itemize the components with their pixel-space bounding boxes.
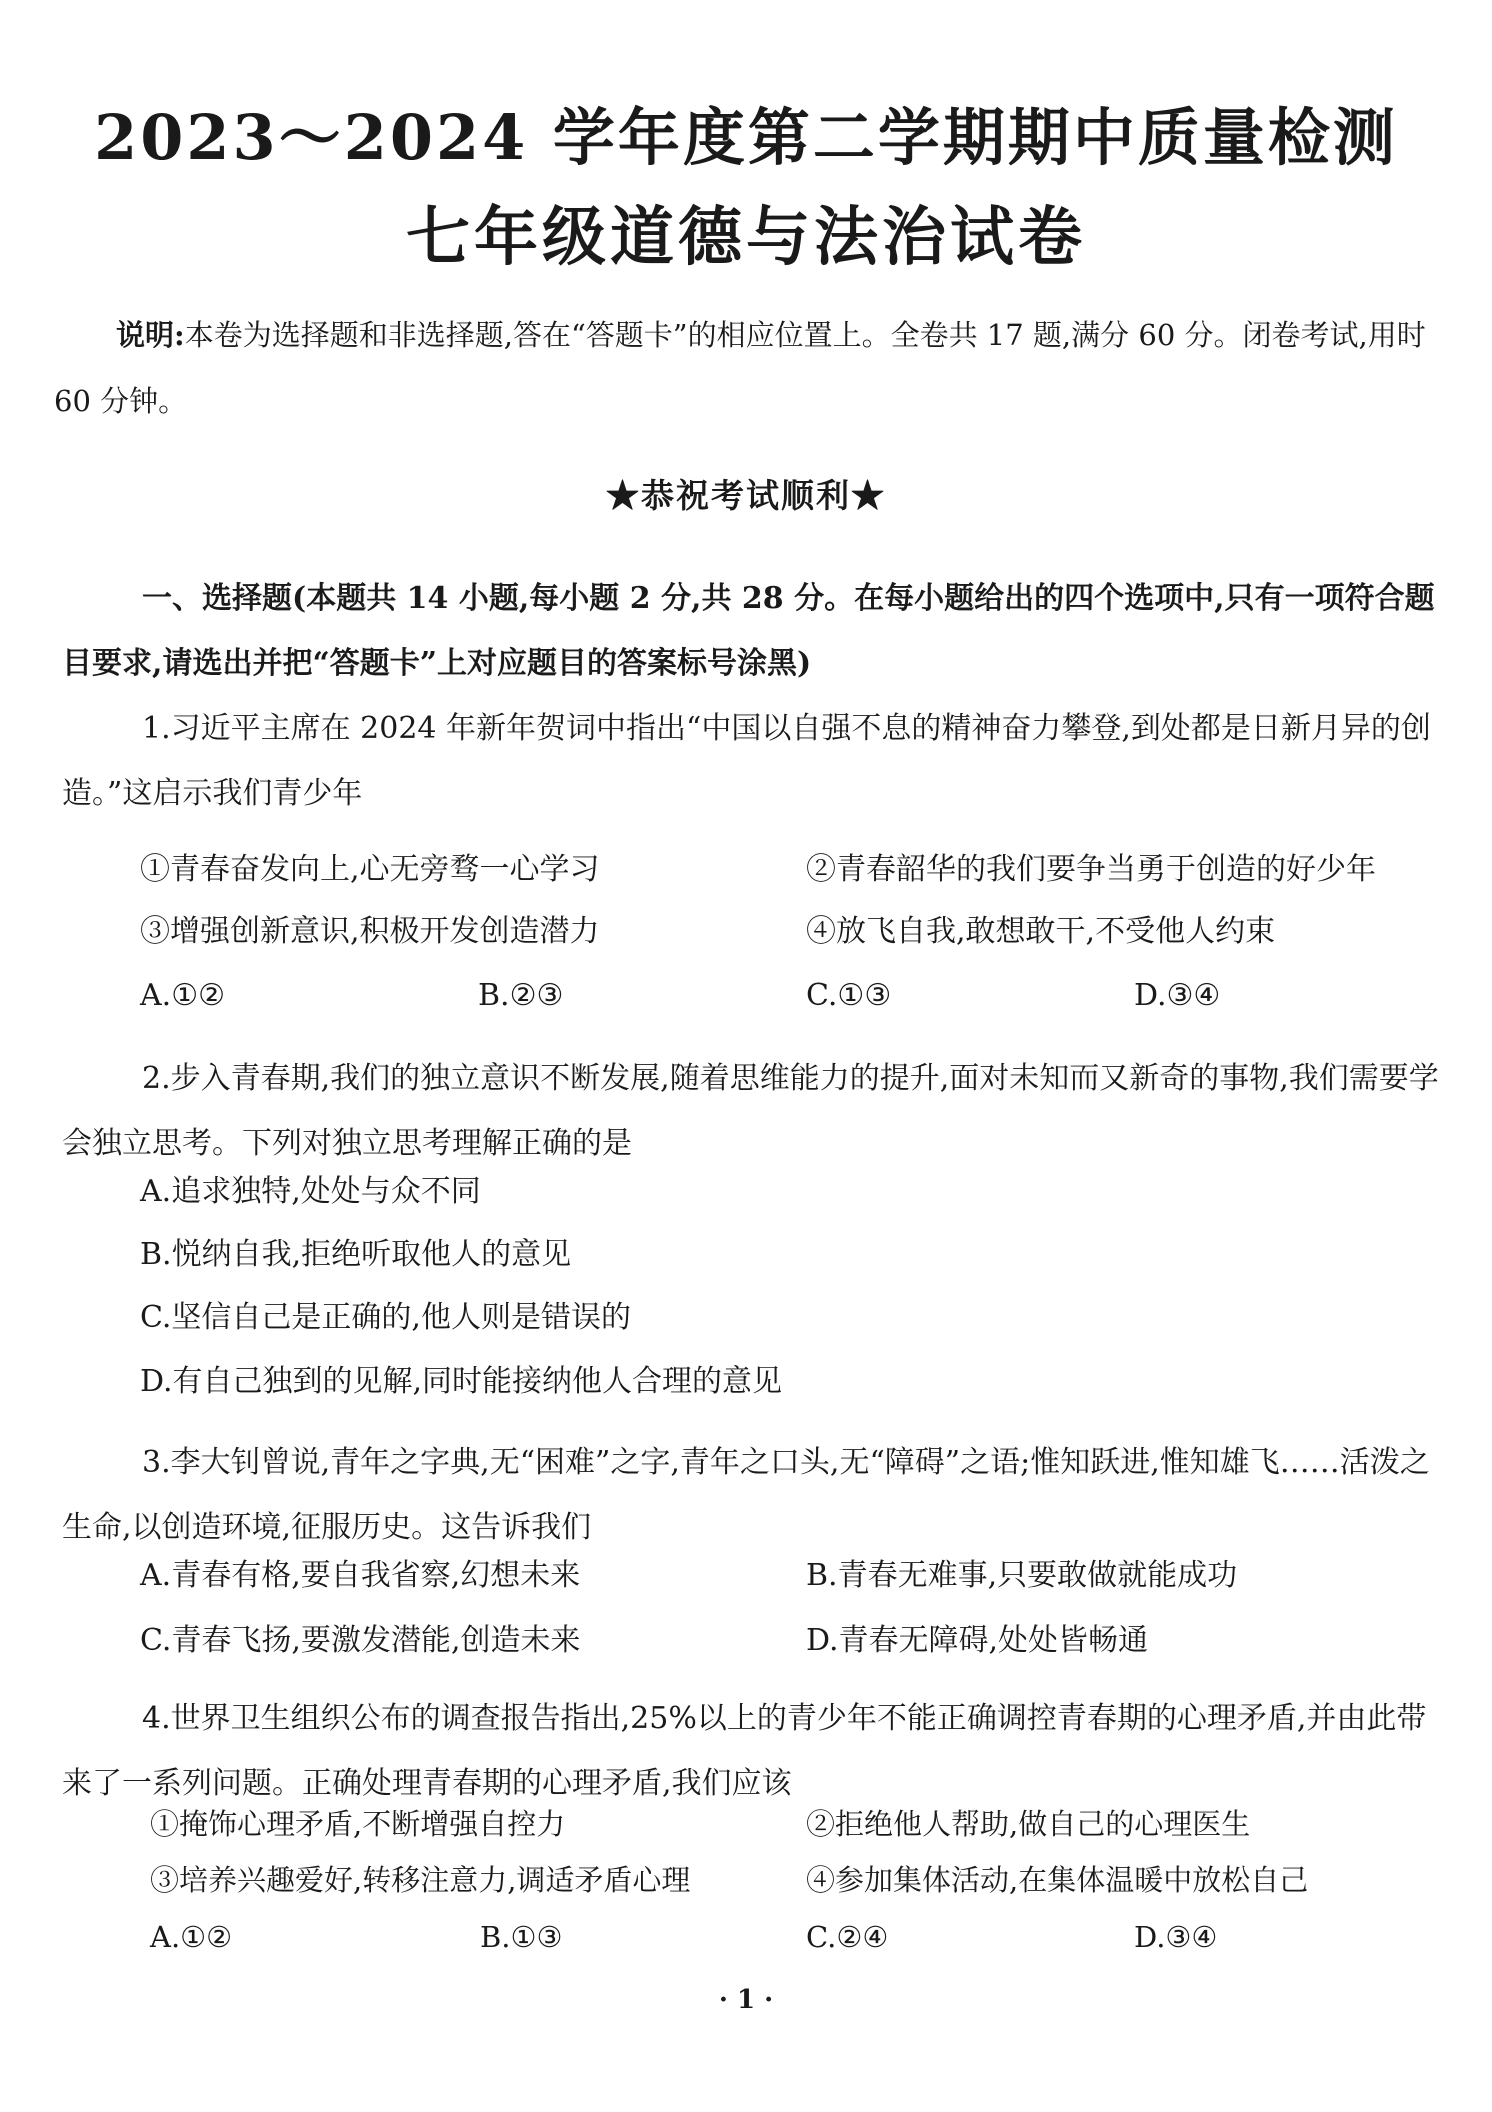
- exam-title-line2: 七年级道德与法治试卷: [406, 200, 1086, 275]
- q3-option-d: D.青春无障碍,处处皆畅通: [806, 1623, 1149, 1658]
- q4-option-d: D.③④: [1134, 1920, 1218, 1954]
- q1-item-3: ③增强创新意识,积极开发创造潜力: [140, 914, 600, 949]
- q1-stem: 1.习近平主席在 2024 年新年贺词中指出“中国以自强不息的精神奋力攀登,到处都是日新月异的创造。”这启示我们青少年: [62, 711, 1431, 811]
- q1-item-2: ②青春韶华的我们要争当勇于创造的好少年: [806, 852, 1376, 887]
- q4-item-1: ①掩饰心理矛盾,不断增强自控力: [150, 1807, 566, 1841]
- slogan: ★恭祝考试顺利★: [606, 476, 886, 515]
- instructions-label: 说明:: [116, 318, 185, 352]
- q2-option-c: C.坚信自己是正确的,他人则是错误的: [140, 1300, 631, 1335]
- q4-item-4: ④参加集体活动,在集体温暖中放松自己: [806, 1863, 1309, 1897]
- instructions-text: 本卷为选择题和非选择题,答在“答题卡”的相应位置上。全卷共 17 题,满分 60 分。闭卷考试,用时 60 分钟。: [54, 318, 1426, 418]
- q4-item-2: ②拒绝他人帮助,做自己的心理医生: [806, 1807, 1251, 1841]
- q1-option-d: D.③④: [1134, 978, 1221, 1013]
- q2-option-d: D.有自己独到的见解,同时能接纳他人合理的意见: [140, 1364, 783, 1399]
- page-number: · 1 ·: [718, 1985, 774, 2015]
- q1-option-a: A.①②: [140, 978, 225, 1013]
- q1-option-b: B.②③: [478, 978, 564, 1013]
- q4-item-3: ③培养兴趣爱好,转移注意力,调适矛盾心理: [150, 1863, 691, 1897]
- q2-option-a: A.追求独特,处处与众不同: [140, 1174, 481, 1209]
- q4-option-a: A.①②: [150, 1920, 233, 1954]
- q3-stem: 3.李大钊曾说,青年之字典,无“困难”之字,青年之口头,无“障碍”之语;惟知跃进,惟知雄飞……活泼之生命,以创造环境,征服历史。这告诉我们: [62, 1445, 1430, 1545]
- q1-item-4: ④放飞自我,敢想敢干,不受他人约束: [806, 914, 1276, 949]
- q3-option-a: A.青春有格,要自我省察,幻想未来: [140, 1558, 581, 1593]
- q2-option-b: B.悦纳自我,拒绝听取他人的意见: [140, 1237, 572, 1272]
- q2-stem: 2.步入青春期,我们的独立意识不断发展,随着思维能力的提升,面对未知而又新奇的事物,我们需要学会独立思考。下列对独立思考理解正确的是: [62, 1061, 1439, 1161]
- q4-option-c: C.②④: [806, 1920, 889, 1954]
- section1-heading: 一、选择题(本题共 14 小题,每小题 2 分,共 28 分。在每小题给出的四个选项中,只有一项符合题目要求,请选出并把“答题卡”上对应题目的答案标号涂黑): [62, 581, 1435, 681]
- q4-stem: 4.世界卫生组织公布的调查报告指出,25%以上的青少年不能正确调控青春期的心理矛盾,并由此带来了一系列问题。正确处理青春期的心理矛盾,我们应该: [62, 1701, 1427, 1801]
- q1-option-c: C.①③: [806, 978, 892, 1013]
- q3-option-c: C.青春飞扬,要激发潜能,创造未来: [140, 1623, 581, 1658]
- q4-option-b: B.①③: [480, 1920, 563, 1954]
- q3-option-b: B.青春无难事,只要敢做就能成功: [806, 1558, 1238, 1593]
- exam-title-line1: 2023～2024 学年度第二学期期中质量检测: [94, 101, 1398, 174]
- instructions: [54, 302, 1444, 434]
- q1-item-1: ①青春奋发向上,心无旁骛一心学习: [140, 852, 600, 887]
